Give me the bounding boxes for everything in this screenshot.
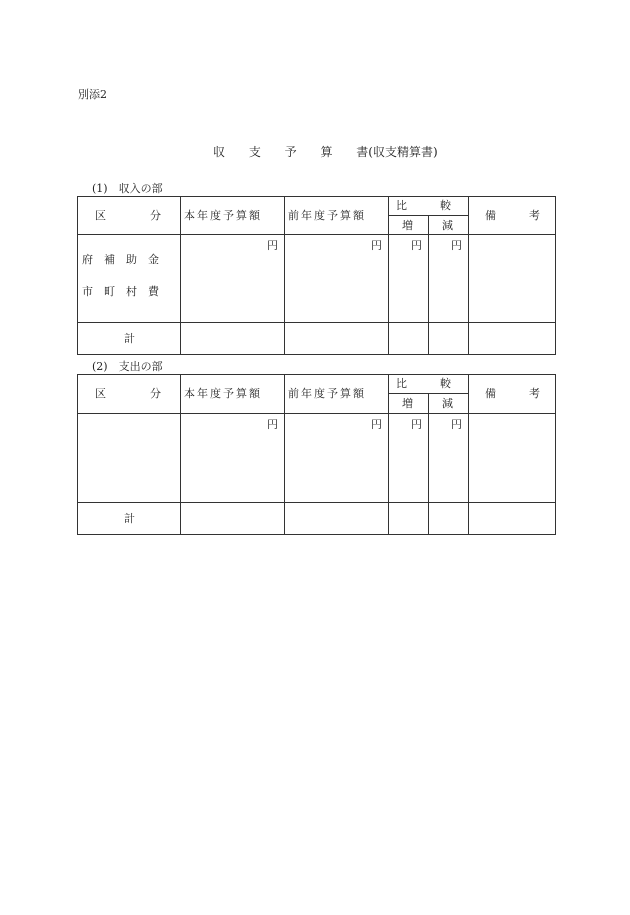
header-category: 区 分 — [95, 209, 161, 222]
unit-decrease: 円 — [451, 418, 462, 431]
header-remarks: 備 考 — [485, 209, 540, 222]
income-section-title: (1) 収入の部 — [92, 182, 163, 195]
income-row-label: 府 補 助 金 — [82, 253, 159, 266]
income-total-label: 計 — [124, 332, 135, 345]
header-last-year-budget: 前年度予算額 — [288, 209, 366, 222]
header-increase: 増 — [402, 397, 413, 410]
unit-this-year: 円 — [267, 239, 278, 252]
header-remarks: 備 考 — [485, 387, 540, 400]
unit-decrease: 円 — [451, 239, 462, 252]
header-category: 区 分 — [95, 387, 161, 400]
header-decrease: 減 — [442, 219, 453, 232]
expense-section-title: (2) 支出の部 — [92, 360, 163, 373]
header-this-year-budget: 本年度予算額 — [184, 209, 262, 222]
header-last-year-budget: 前年度予算額 — [288, 387, 366, 400]
header-this-year-budget: 本年度予算額 — [184, 387, 262, 400]
unit-this-year: 円 — [267, 418, 278, 431]
header-comparison: 比 較 — [396, 199, 451, 212]
annex-label: 別添2 — [78, 88, 107, 101]
unit-increase: 円 — [411, 418, 422, 431]
header-decrease: 減 — [442, 397, 453, 410]
unit-last-year: 円 — [371, 239, 382, 252]
income-row-label: 市 町 村 費 — [82, 285, 159, 298]
header-increase: 増 — [402, 219, 413, 232]
header-comparison: 比 較 — [396, 377, 451, 390]
unit-last-year: 円 — [371, 418, 382, 431]
expense-total-label: 計 — [124, 512, 135, 525]
unit-increase: 円 — [411, 239, 422, 252]
document-title: 収 支 予 算 書(収支精算書) — [213, 145, 438, 159]
